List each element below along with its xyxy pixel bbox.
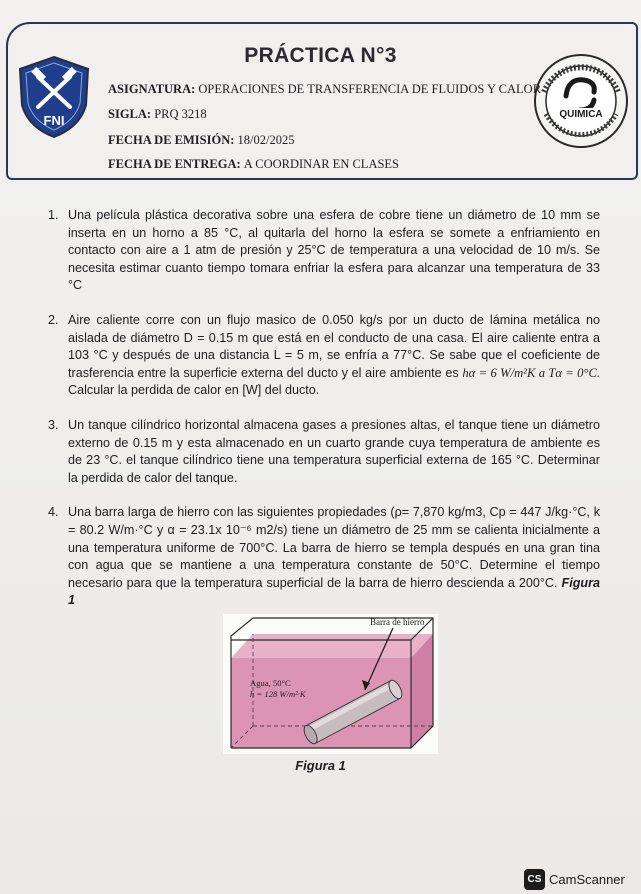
problem-item <box>40 207 600 295</box>
water-surface <box>231 634 433 658</box>
sigla-value: PRQ 3218 <box>154 107 207 121</box>
problem-text: Una barra larga de hierro con las siguientes propiedades (ρ= 7,870 kg/m3, Cp = 447 J/kg·°C, k = 80.2 W/m·°C y α = 23.1x 10⁻⁶ m2/s) tiene un diámetro de 25 mm se calienta inicialmente a una temperatura uniforme de 700°C. La barra de hierro se templa después en una gran tina con agua que se mantiene a una temperatura constante de 50°C. Determine el tiempo necesario para que la temperatura superficial de la barra de hierro descienda a 200°C. <box>68 505 600 590</box>
logo-left-text: FNI <box>43 113 65 128</box>
problem-number: 4. <box>48 505 59 520</box>
emision-line <box>108 133 294 148</box>
page-title: PRÁCTICA N°3 <box>244 44 397 67</box>
asignatura-line <box>108 82 541 97</box>
asignatura-label: ASIGNATURA: <box>108 82 196 96</box>
problem-item <box>40 312 600 400</box>
emision-label: FECHA DE EMISIÓN: <box>108 133 235 147</box>
water-temp-label: Agua, 50°C <box>250 678 291 688</box>
problem-number: 3. <box>48 417 59 432</box>
entrega-label: FECHA DE ENTREGA: <box>108 157 241 171</box>
problem-text-end: Calcular la perdida de calor en [W] del ducto. <box>68 383 320 398</box>
sigla-line <box>108 107 207 122</box>
camscanner-watermark <box>524 868 625 890</box>
problem-text: Una película plástica decorativa sobre una esfera de cobre tiene un diámetro de 10 mm se inserta en un horno a 85 °C, al quitarla del horno la esfera se somete a enfriamiento en contacto con aire a 1 atm de presión y 25°C de temperatura a una velocidad de 10 m/s. Se necesita estimar cuanto tiempo tomara enfriar la esfera para alcanzar una temperatura de 33 °C <box>68 208 600 293</box>
water-label <box>250 678 306 700</box>
entrega-line <box>108 157 399 172</box>
asignatura-value: OPERACIONES DE TRANSFERENCIA DE FLUIDOS Y CALOR <box>198 82 542 96</box>
emision-value: 18/02/2025 <box>237 133 295 147</box>
figure-reference: Figura 1 <box>68 575 601 608</box>
problem-list <box>40 207 600 610</box>
problem-formula: hα = 6 W/m²K a Tα = 0°C. <box>462 365 601 380</box>
problem-text: Aire caliente corre con un flujo masico de 0.050 kg/s por un ducto de lámina metálica no aislada de diámetro D = 0.15 m que está en el conducto de una casa. El aire caliente entra a 103 °C y después de una distancia L = 5 m, se enfría a 77°C. Se sabe que el coeficiente de trasferencia entre la superficie externa del ducto y el aire ambiente es <box>68 312 600 380</box>
sigla-label: SIGLA: <box>108 107 152 121</box>
bar-label: Barra de hierro <box>370 617 425 627</box>
figure-caption: Figura 1 <box>295 758 346 773</box>
problem-text: Un tanque cilíndrico horizontal almacena gases a presiones altas, el tanque tiene un diámetro externo de 0.15 m y esta almacenado en un cuarto grande cuya temperatura de ambiente es de 23 °C. el tanque cilíndrico tiene una temperatura superficial externa de 165 °C. Determinar la perdida de calor del tanque. <box>68 417 600 485</box>
water-h-label: h = 128 W/m²·K <box>250 689 306 699</box>
problem-number: 1. <box>48 208 59 222</box>
problem-item <box>40 417 600 487</box>
camscanner-icon: CS <box>524 869 545 890</box>
entrega-value: A COORDINAR EN CLASES <box>243 157 400 171</box>
camscanner-text: CamScanner <box>549 871 625 887</box>
logo-right-text: QUIMICA <box>559 109 603 120</box>
problem-item <box>40 504 600 610</box>
problem-number: 2. <box>48 312 59 327</box>
